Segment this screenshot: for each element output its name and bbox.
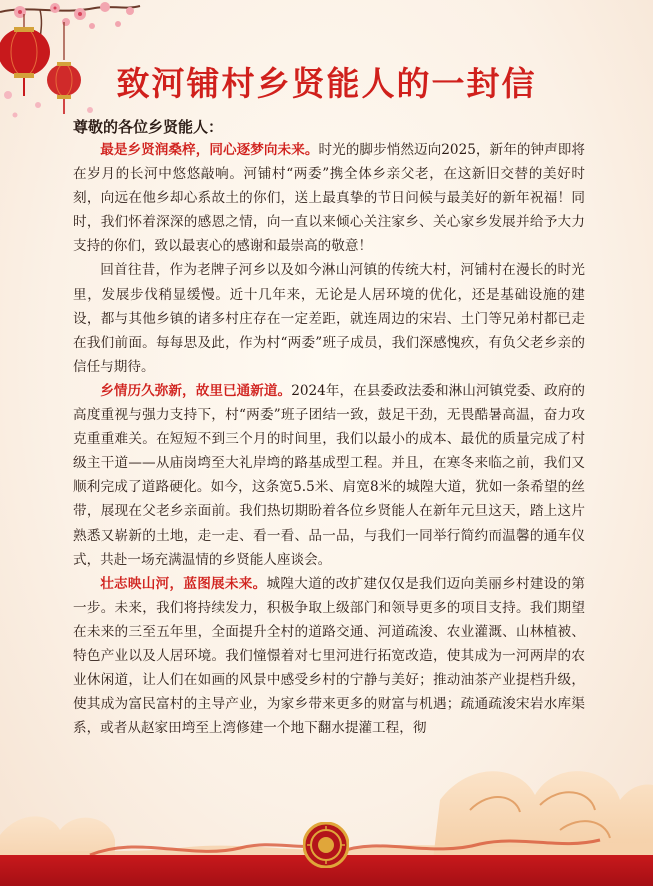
paragraph-text: 回首往昔，作为老牌子河乡以及如今淋山河镇的传统大村，河铺村在漫长的时光里，发展步伐稍显缓慢。近十几年来，无论是人居环境的优化，还是基础设施的建设，都与其他乡镇的诸多村庄存在一定差距，就连周边的宋岩、土门等兄弟村都已走在我们前面。每每思及此，作为村“两委”班子成员，我们深感愧疚，有负父老乡亲的信任与期待。	[73, 262, 585, 375]
paragraph-highlight: 最是乡贤润桑梓，同心逐梦向未来。	[100, 142, 319, 158]
paragraph	[73, 572, 585, 741]
paragraph	[73, 258, 585, 378]
paragraph-highlight: 乡情历久弥新，故里已通新道。	[100, 382, 292, 399]
paragraph-text: 2024年，在县委政法委和淋山河镇党委、政府的高度重视与强力支持下，村“两委”班子团结一致，鼓足干劲，无畏酷暑高温，奋力攻克重重难关。在短短不到三个月的时间里，我们以最小的成本、最优的质量完成了村级主干道——从庙岗塆至大礼岸塆的路基成型工程。并且，在寒冬来临之前，我们又顺利完成了道路硬化。如今，这条宽5.5米、肩宽8米的城隍大道，犹如一条希望的丝带，展现在父老乡亲面前。我们热切期盼着各位乡贤能人在新年元旦这天，踏上这片熟悉又崭新的土地，走一走、看一看、品一品，与我们一同举行简约而温馨的通车仪式，共赴一场充满温情的乡贤能人座谈会。	[73, 382, 586, 568]
paragraph-highlight: 壮志映山河，蓝图展未来。	[100, 575, 267, 592]
golden-medallion-icon	[303, 822, 349, 868]
letter-body	[73, 138, 585, 740]
letter-title: 致河铺村乡贤能人的一封信	[116, 64, 537, 103]
paragraph	[73, 379, 585, 572]
paragraph	[73, 138, 585, 258]
paragraph-text: 城隍大道的改扩建仅仅是我们迈向美丽乡村建设的第一步。未来，我们将持续发力，积极争取上级部门和领导更多的项目支持。我们期望在未来的三至五年里，全面提升全村的道路交通、河道疏浚、农业灌溉、山林植被、特色产业以及人居环境。我们憧憬着对七里河进行拓宽改造，使其成为一河两岸的农业休闲道，让人们在如画的风景中感受乡村的宁静与美好；推动油茶产业提档升级，使其成为富民富村的主导产业，为家乡带来更多的财富与机遇；疏通疏浚宋岩水库渠系，或者从赵家田塆至上湾修建一个地下翻水提灌工程，彻	[73, 575, 585, 737]
letter-salutation: 尊敬的各位乡贤能人：	[73, 118, 224, 136]
paragraph-text: 时光的脚步悄然迈向2025，新年的钟声即将在岁月的长河中悠悠敲响。河铺村“两委”携全体乡亲父老，在这新旧交替的美好时刻，向远在他乡却心系故土的你们，送上最真挚的节日问候与最美好的新年祝福！同时，我们怀着深深的感恩之情，向一直以来倾心关注家乡、关心家乡发展并给予大力支持的你们，致以最衷心的感谢和最崇高的敬意！	[73, 142, 586, 255]
